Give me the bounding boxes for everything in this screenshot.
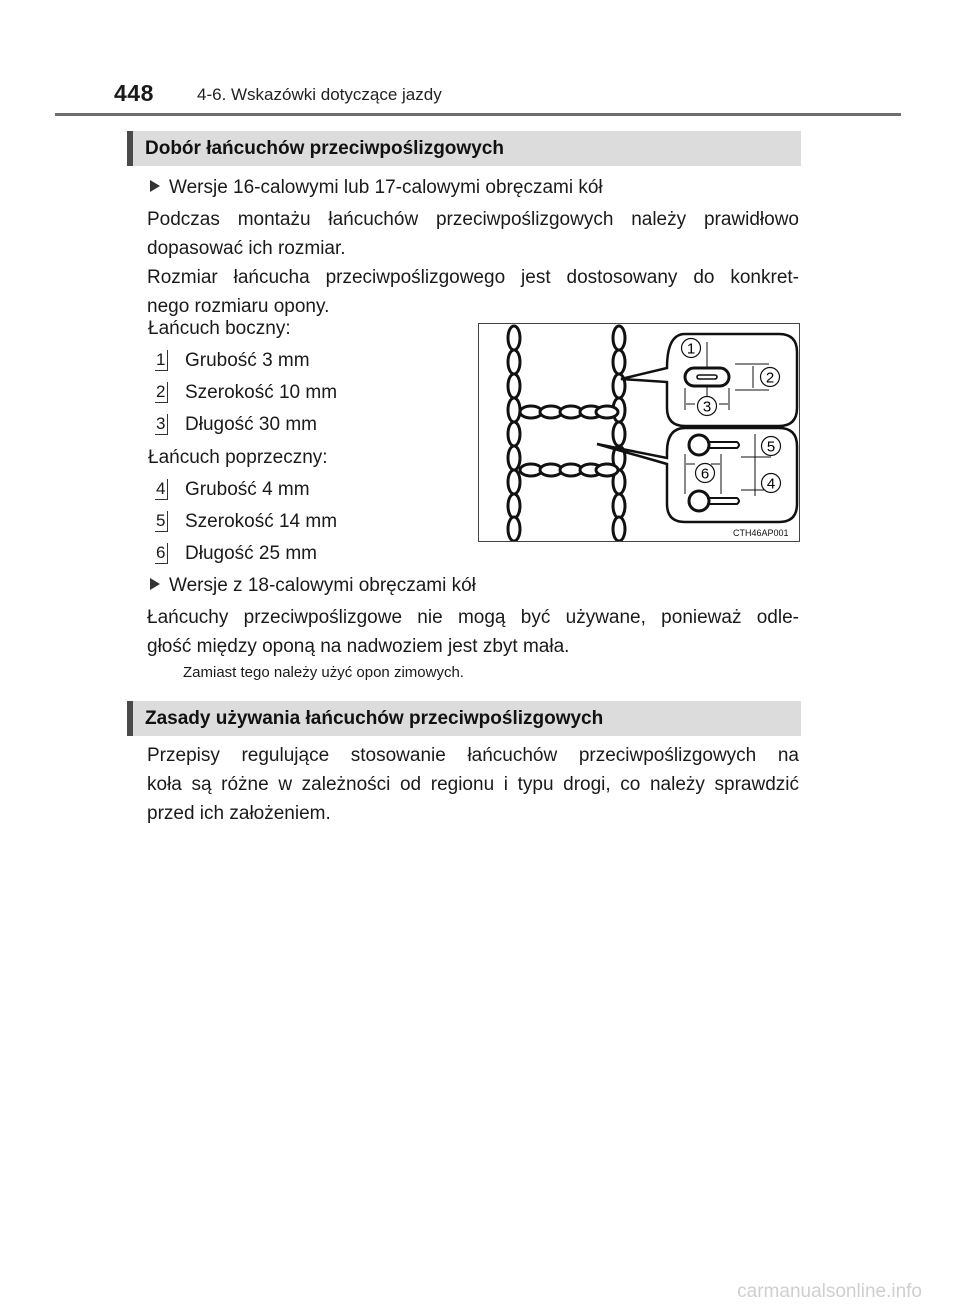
bullet-text: Wersje z 18-calowymi obręczami kół	[169, 575, 476, 596]
para-line: dopasować ich rozmiar.	[147, 238, 346, 259]
item-text-1: Grubość 3 mm	[185, 350, 310, 371]
section-heading-chain-rules	[127, 701, 801, 736]
chapter-title: 4-6. Wskazówki dotyczące jazdy	[197, 85, 442, 104]
callout-1	[682, 339, 701, 358]
side-link-slot	[697, 375, 717, 379]
item-text-3: Długość 30 mm	[185, 414, 317, 435]
para-line: koła są różne w zależności od regionu i typu drogi, co należy sprawdzić	[147, 774, 799, 795]
section-heading-bar	[127, 701, 133, 736]
bullet-text: Wersje 16-calowymi lub 17-calowymi obręczami kół	[169, 177, 603, 198]
side-chain-left	[508, 326, 520, 541]
cross-chain-label: Łańcuch poprzeczny:	[148, 447, 328, 468]
para-line: głość między oponą na nadwoziem jest zbyt mała.	[147, 636, 570, 657]
note-winter-tires: Zamiast tego należy użyć opon zimowych.	[183, 664, 464, 681]
para-line: nego rozmiaru opony.	[147, 296, 330, 317]
triangle-bullet-icon	[150, 180, 160, 192]
para-line: przed ich założeniem.	[147, 803, 331, 824]
para-line: Podczas montażu łańcuchów przeciwpoślizgowych należy prawidłowo	[147, 209, 799, 230]
side-chain-label: Łańcuch boczny:	[148, 318, 291, 339]
side-chain-right	[613, 326, 625, 541]
svg-text:2: 2	[765, 369, 775, 387]
bullet-16-17-inch	[150, 177, 603, 199]
item-text-5: Szerokość 14 mm	[185, 511, 338, 532]
chain-dimensions-figure	[478, 323, 800, 542]
section-heading-bar	[127, 131, 133, 166]
item-number-4: 4	[155, 479, 168, 500]
item-number-5: 5	[155, 511, 168, 532]
svg-text:3: 3	[702, 398, 712, 416]
item-text-4: Grubość 4 mm	[185, 479, 310, 500]
callout-6	[696, 464, 715, 483]
para-line: Łańcuchy przeciwpoślizgowe nie mogą być używane, ponieważ odle-	[147, 607, 799, 628]
para-line: Przepisy regulujące stosowanie łańcuchów przeciwpoślizgowych na	[147, 745, 799, 766]
cross-chain-upper	[520, 406, 618, 418]
svg-text:4: 4	[766, 475, 776, 493]
cross-chain-lower	[520, 464, 618, 476]
section-heading-text: Dobór łańcuchów przeciwpoślizgowych	[145, 138, 504, 159]
svg-text:5: 5	[766, 438, 776, 456]
figure-code: CTH46AP001	[733, 528, 789, 538]
callout-5	[762, 437, 781, 456]
page-number: 448	[114, 80, 154, 106]
para-line: Rozmiar łańcucha przeciwpoślizgowego jest dostosowany do konkret-	[147, 267, 799, 288]
item-number-1: 1	[155, 350, 168, 371]
item-number-2: 2	[155, 382, 168, 403]
callout-3	[698, 397, 717, 416]
paragraph-regulations	[147, 741, 799, 828]
item-text-6: Długość 25 mm	[185, 543, 317, 564]
section-heading-text: Zasady używania łańcuchów przeciwpoślizgowych	[145, 708, 604, 729]
chain-diagram	[479, 324, 799, 541]
paragraph-size-fitting	[147, 205, 799, 321]
bullet-18-inch	[150, 575, 476, 597]
item-number-3: 3	[155, 414, 168, 435]
section-heading-chain-selection	[127, 131, 801, 166]
triangle-bullet-icon	[150, 578, 160, 590]
item-number-6: 6	[155, 543, 168, 564]
site-watermark: carmanualsonline.info	[737, 1281, 922, 1302]
item-text-2: Szerokość 10 mm	[185, 382, 338, 403]
svg-text:6: 6	[700, 465, 710, 483]
svg-text:1: 1	[686, 340, 696, 358]
header-rule	[55, 113, 901, 116]
callout-4	[762, 474, 781, 493]
callout-2	[761, 368, 780, 387]
paragraph-not-usable	[147, 603, 799, 661]
